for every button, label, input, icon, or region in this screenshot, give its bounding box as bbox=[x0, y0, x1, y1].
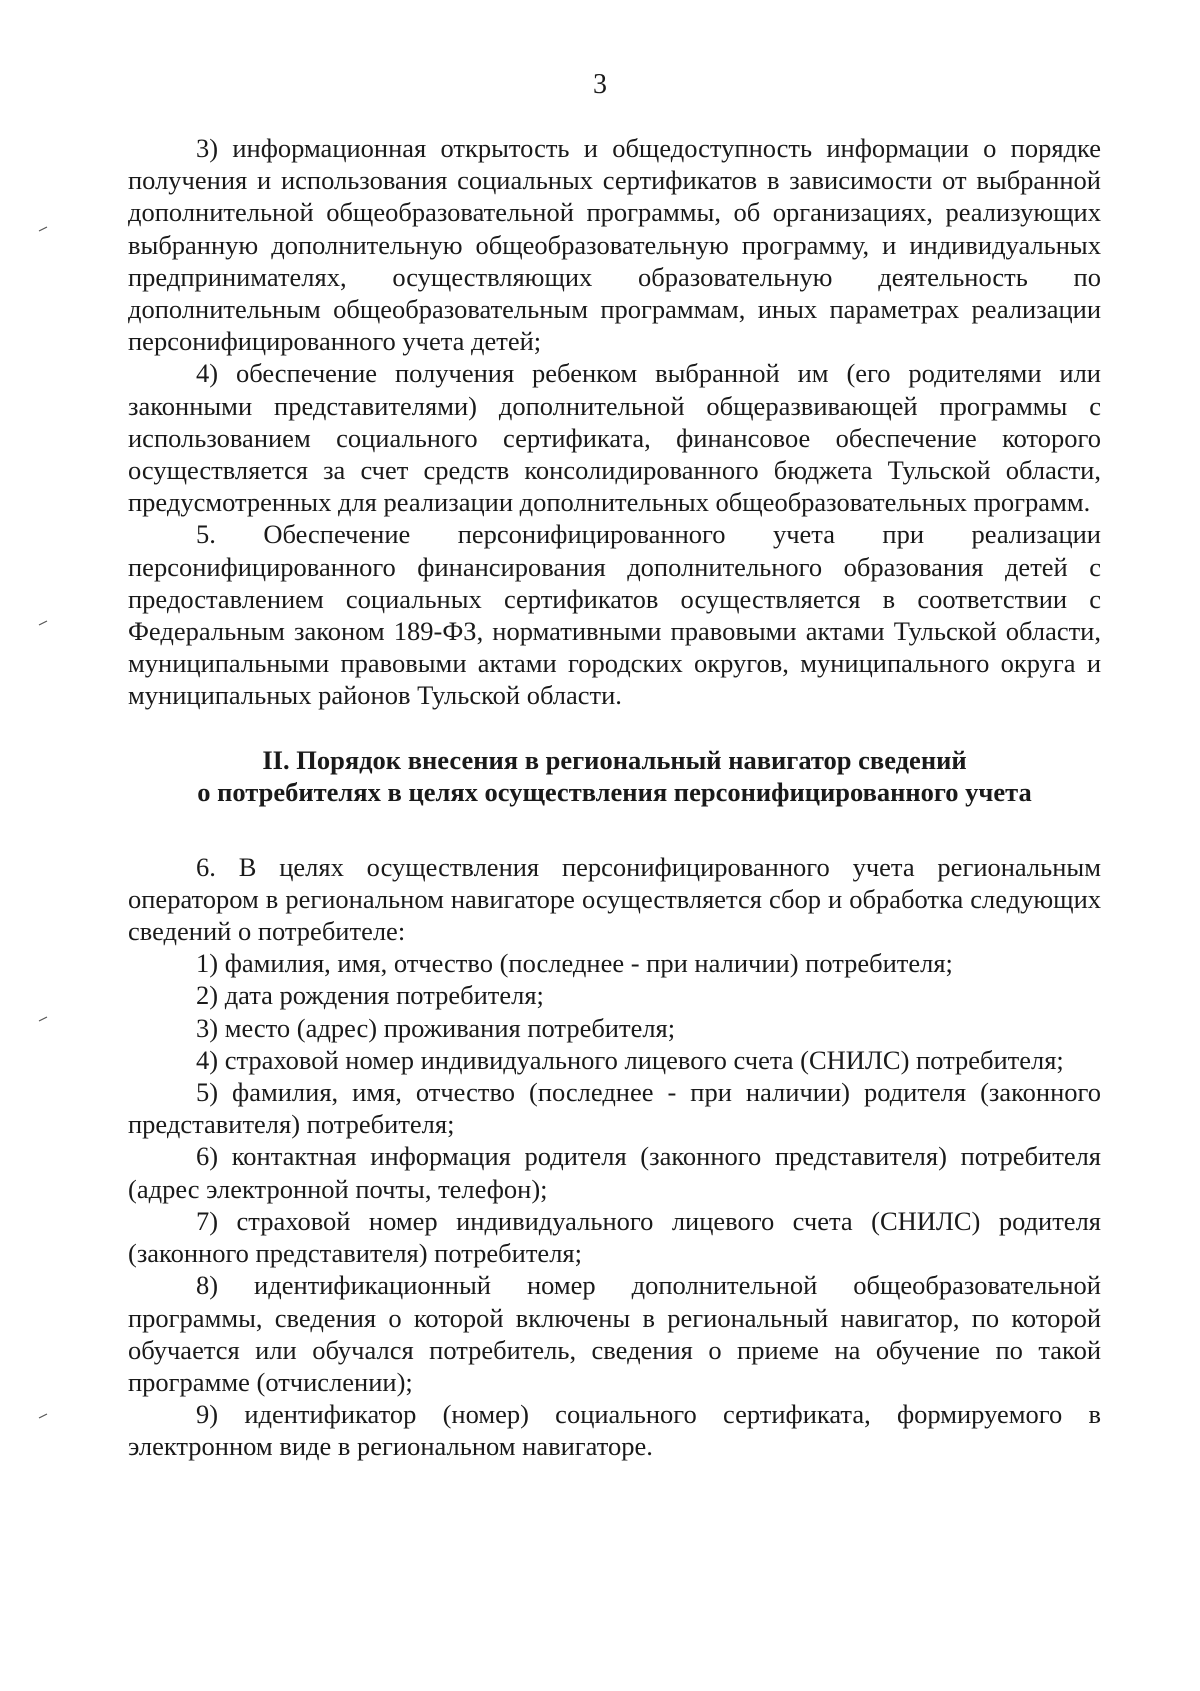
margin-tick-mark bbox=[38, 1016, 48, 1022]
section-title-line-1: II. Порядок внесения в региональный навигатор сведений bbox=[262, 744, 967, 775]
list-item-5: 5) фамилия, имя, отчество (последнее - при наличии) родителя (законного представителя) потребителя; bbox=[128, 1077, 1101, 1140]
list-item-7: 7) страховой номер индивидуального лицевого счета (СНИЛС) родителя (законного представителя) потребителя; bbox=[128, 1205, 1101, 1269]
section-title-line-2: о потребителях в целях осуществления персонифицированного учета bbox=[197, 777, 1032, 808]
document-body bbox=[128, 132, 1101, 1463]
paragraph-item-3: 3) информационная открытость и общедоступность информации о порядке получения и использования социальных сертификатов в зависимости от выбранной дополнительной общеобразовательной программы, об организациях, реализующих выбранную дополнительную общеобразовательную программу, и индивидуальных предпринимателях, осуществляющих образовательную деятельность по дополнительным общеобразовательным программам, иных параметрах реализации персонифицированного учета детей; bbox=[128, 133, 1101, 357]
margin-tick-mark bbox=[38, 620, 48, 626]
paragraph-item-4: 4) обеспечение получения ребенком выбранной им (его родителями или законными представителями) дополнительной общеразвивающей программы с использованием социального сертификата, финансовое обеспечение которого осуществляется за счет средств консолидированного бюджета Тульской области, предусмотренных для реализации дополнительных общеобразовательных программ. bbox=[128, 358, 1101, 518]
page-number: 3 bbox=[593, 69, 607, 100]
list-item-2: 2) дата рождения потребителя; bbox=[196, 980, 544, 1011]
list-item-8: 8) идентификационный номер дополнительной общеобразовательной программы, сведения о которой включены в региональный навигатор, по которой обучается или обучался потребитель, сведения о приеме на обучение по такой программе (отчислении); bbox=[128, 1270, 1101, 1397]
paragraph-clause-6: 6. В целях осуществления персонифицированного учета региональным оператором в региональном навигаторе осуществляется сбор и обработка следующих сведений о потребителе: bbox=[128, 851, 1101, 947]
section-title bbox=[128, 744, 1101, 809]
list-item-3: 3) место (адрес) проживания потребителя; bbox=[196, 1012, 676, 1043]
list-item-4: 4) страховой номер индивидуального лицевого счета (СНИЛС) потребителя; bbox=[196, 1044, 1064, 1075]
list-item-9: 9) идентификатор (номер) социального сертификата, формируемого в электронном виде в региональном навигаторе. bbox=[128, 1399, 1101, 1462]
list-item-1: 1) фамилия, имя, отчество (последнее - при наличии) потребителя; bbox=[196, 948, 953, 979]
paragraph-clause-5: 5. Обеспечение персонифицированного учета при реализации персонифицированного финансирования дополнительного образования детей с предоставлением социальных сертификатов осуществляется в соответствии с Федеральным законом 189-ФЗ, нормативными правовыми актами Тульской области, муниципальными правовыми актами городских округов, муниципального округа и муниципальных районов Тульской области. bbox=[128, 519, 1101, 711]
margin-tick-mark bbox=[38, 1413, 48, 1419]
list-item-6: 6) контактная информация родителя (законного представителя) потребителя (адрес электронной почты, телефон); bbox=[128, 1141, 1101, 1204]
margin-tick-mark bbox=[38, 226, 48, 232]
